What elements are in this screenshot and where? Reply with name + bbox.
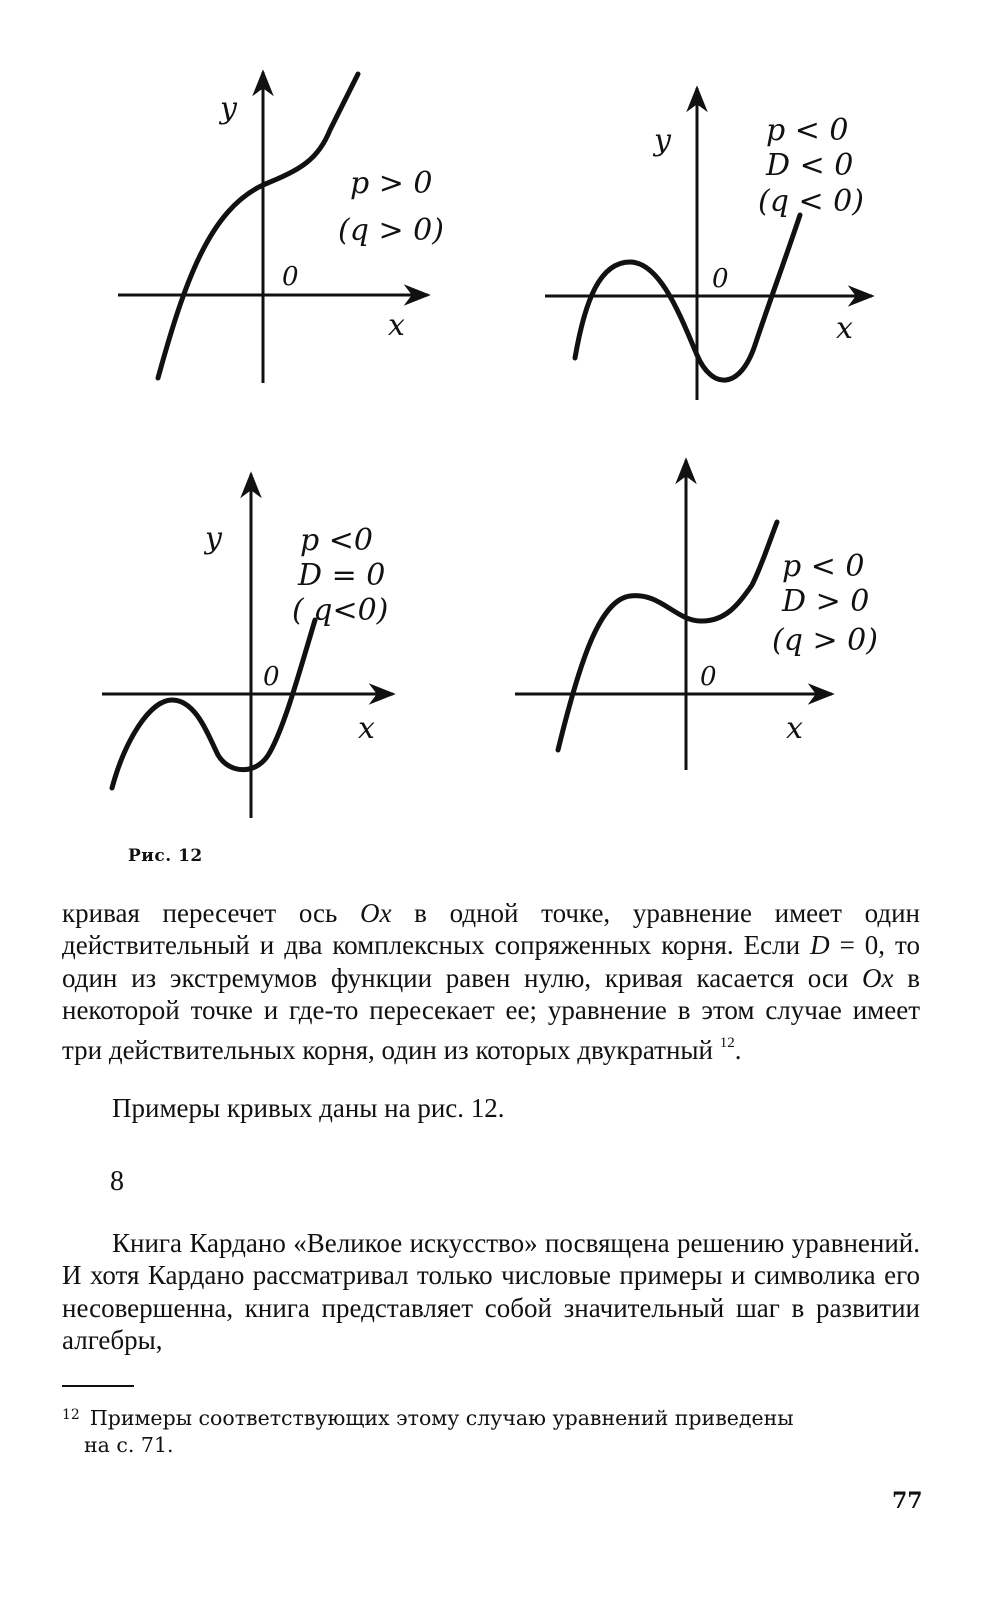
footnote-ref: 12	[719, 1034, 735, 1051]
origin-label: 0	[712, 264, 729, 294]
curve	[112, 620, 315, 788]
math-ox: Ox	[862, 962, 894, 993]
origin-label: 0	[700, 662, 717, 692]
curve	[575, 215, 800, 380]
panel-3	[102, 474, 393, 818]
x-axis-label: x	[786, 711, 803, 746]
text-span: .	[734, 1034, 742, 1065]
paragraph-3: Книга Кардано «Великое искусство» посвящена решению уравнений. И хотя Кардано рассматривал только числовые примеры и символика его несовершенна, книга представляет собой значительный шаг в развитии алгебры,	[62, 1228, 920, 1356]
condition-2: D = 0	[298, 558, 386, 593]
x-axis-label: x	[388, 308, 405, 343]
x-axis-label: x	[358, 711, 375, 746]
text-span: в одной точке, уравнение имеет один действительный и два комплексных сопряженных корня. Если	[62, 898, 920, 961]
origin-label: 0	[282, 262, 299, 292]
math-ox: Ox	[360, 898, 392, 928]
paragraph-1	[62, 897, 920, 1066]
text-span: кривая пересечет ось	[62, 898, 360, 928]
condition-3: (q < 0)	[758, 184, 864, 219]
curve	[558, 522, 777, 750]
section-number: 8	[110, 1166, 124, 1197]
math-d: D	[810, 930, 830, 961]
footnote	[62, 1402, 922, 1459]
condition-2: D > 0	[782, 584, 870, 619]
y-axis-label: y	[220, 91, 237, 126]
origin-label: 0	[263, 662, 280, 692]
condition-2: (q > 0)	[338, 213, 444, 248]
figure-caption: Рис. 12	[128, 846, 203, 866]
footnote-mark: 12	[62, 1407, 80, 1423]
panel-2	[545, 88, 872, 400]
y-axis-label: y	[654, 123, 671, 158]
curve	[158, 74, 358, 378]
page-number: 77	[892, 1488, 923, 1514]
condition-2: D < 0	[766, 148, 854, 183]
y-axis-label: y	[205, 521, 222, 556]
panel-1	[118, 72, 444, 383]
paragraph-2: Примеры кривых даны на рис. 12.	[112, 1093, 505, 1123]
footnote-divider	[62, 1385, 134, 1387]
x-axis-label: x	[836, 311, 853, 346]
text-span: в некоторой точке и где-то пересекает ее; уравнение в этом случае имеет три действительных корня, один из которых двукратный	[62, 962, 921, 1065]
condition-3: (q > 0)	[772, 623, 878, 658]
condition-3: ( q<0)	[292, 593, 389, 628]
text-span: = 0, то один из экстремумов функции равен нулю, кривая касается оси	[62, 930, 921, 993]
condition-1: p <0	[300, 523, 373, 558]
condition-1: p < 0	[766, 113, 849, 148]
panel-4	[515, 460, 878, 770]
condition-1: p < 0	[782, 549, 865, 584]
condition-1: p > 0	[350, 166, 433, 201]
footnote-line-2: на с. 71.	[84, 1433, 174, 1457]
footnote-line-1: Примеры соответствующих этому случаю уравнений приведены	[89, 1406, 794, 1430]
